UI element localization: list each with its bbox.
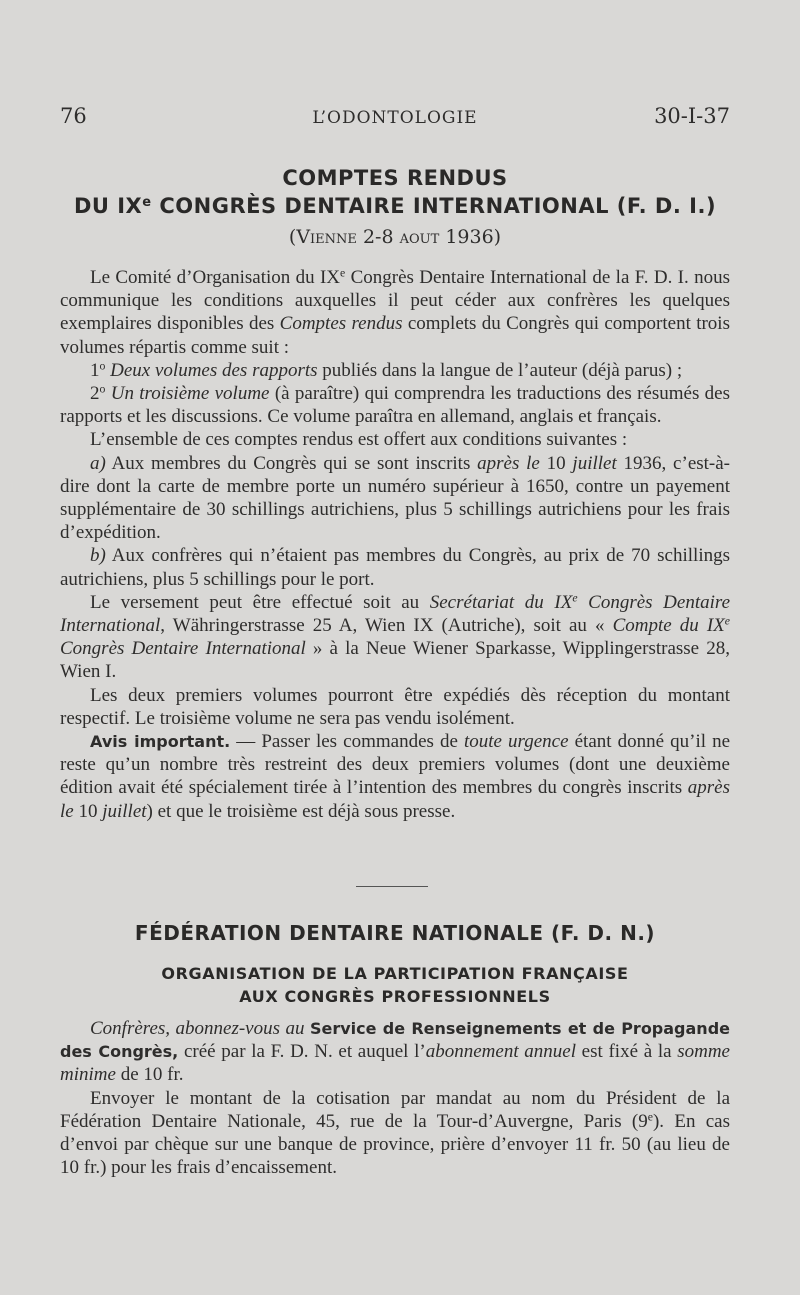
- paragraph-intro: Le Comité d’Organisation du IXe Congrès Dentaire International de la F. D. I. nous communique les conditions auxquelles il peut céder aux confrères les quelques exemplaires disponibles des Comptes rendus complets du Congrès qui comportent trois volumes répartis comme suit :: [60, 266, 730, 358]
- page-number: 76: [60, 104, 87, 128]
- paragraph-subscribe: Confrères, abonnez-vous au Service de Renseignements et de Propagande des Congrès, créé par la F. D. N. et auquel l’abonnement annuel est fixé à la somme minime de 10 fr.: [60, 1018, 731, 1086]
- article2-title: FÉDÉRATION DENTAIRE NATIONALE (F. D. N.): [134, 921, 656, 945]
- article2-body: [60, 1017, 730, 1179]
- article2-subtitle-line1: ORGANISATION DE LA PARTICIPATION FRANÇAISE: [161, 964, 629, 983]
- paragraph-condition-a: a) Aux membres du Congrès qui se sont inscrits après le 10 juillet 1936, c’est-à-dire dont la carte de membre porte un numéro supérieur à 1650, contre un payement supplémentaire de 30 schillings autrichiens, plus 5 schillings autrichiens pour les frais d’expédition.: [60, 452, 731, 544]
- paragraph-conditions: L’ensemble de ces comptes rendus est offert aux conditions suivantes :: [90, 429, 628, 451]
- section-divider: [356, 886, 428, 887]
- congress-dates: (Vienne 2-8 aout 1936): [288, 226, 502, 248]
- article1-title-line2: DU IXe CONGRÈS DENTAIRE INTERNATIONAL (F. D. I.): [73, 194, 717, 218]
- journal-title: L’ODONTOLOGIE: [312, 108, 478, 128]
- article1-body: [60, 266, 730, 823]
- article1-title-line1: COMPTES RENDUS: [282, 166, 508, 190]
- paragraph-payment: Le versement peut être effectué soit au Secrétariat du IXe Congrès Dentaire International, Währingerstrasse 25 A, Wien IX (Autriche), soit au « Compte du IXe Congrès Dentaire International » à la Neue Wiener Sparkasse, Wipplingerstrasse 28, Wien I.: [60, 591, 731, 683]
- paragraph-shipping: Les deux premiers volumes pourront être expédiés dès réception du montant respectif. Le troisième volume ne sera pas vendu isolément.: [60, 684, 730, 729]
- paragraph-notice: Avis important. — Passer les commandes de toute urgence étant donné qu’il ne reste qu’un nombre très restreint des deux premiers volumes (dont une deuxième édition avait été spécialement tirée à l’intention des membres du congrès inscrits après le 10 juillet) et que le troisième est déjà sous presse.: [60, 731, 731, 822]
- issue-date: 30-I-37: [654, 104, 730, 128]
- paragraph-send-payment: Envoyer le montant de la cotisation par mandat au nom du Président de la Fédération Dentaire Nationale, 45, rue de la Tour-d’Auvergne, Paris (9e). En cas d’envoi par chèque sur une banque de province, prière d’envoyer 11 fr. 50 (au lieu de 10 fr.) pour les frais d’encaissement.: [60, 1087, 730, 1179]
- running-head: [60, 104, 730, 134]
- article2-subtitle-line2: AUX CONGRÈS PROFESSIONNELS: [239, 987, 551, 1006]
- paragraph-item-2: 2$^o$ Un troisième volume (à paraître) qui comprendra les traductions des résumés des rapports et les discussions. Ce volume paraîtra en allemand, anglais et français.: [60, 382, 730, 428]
- paragraph-item-1: 1$^o$ Deux volumes des rapports publiés dans la langue de l’auteur (déjà parus) ;: [90, 359, 683, 381]
- paragraph-condition-b: b) Aux confrères qui n’étaient pas membres du Congrès, au prix de 70 schillings autrichiens, plus 5 schillings pour le port.: [60, 545, 730, 590]
